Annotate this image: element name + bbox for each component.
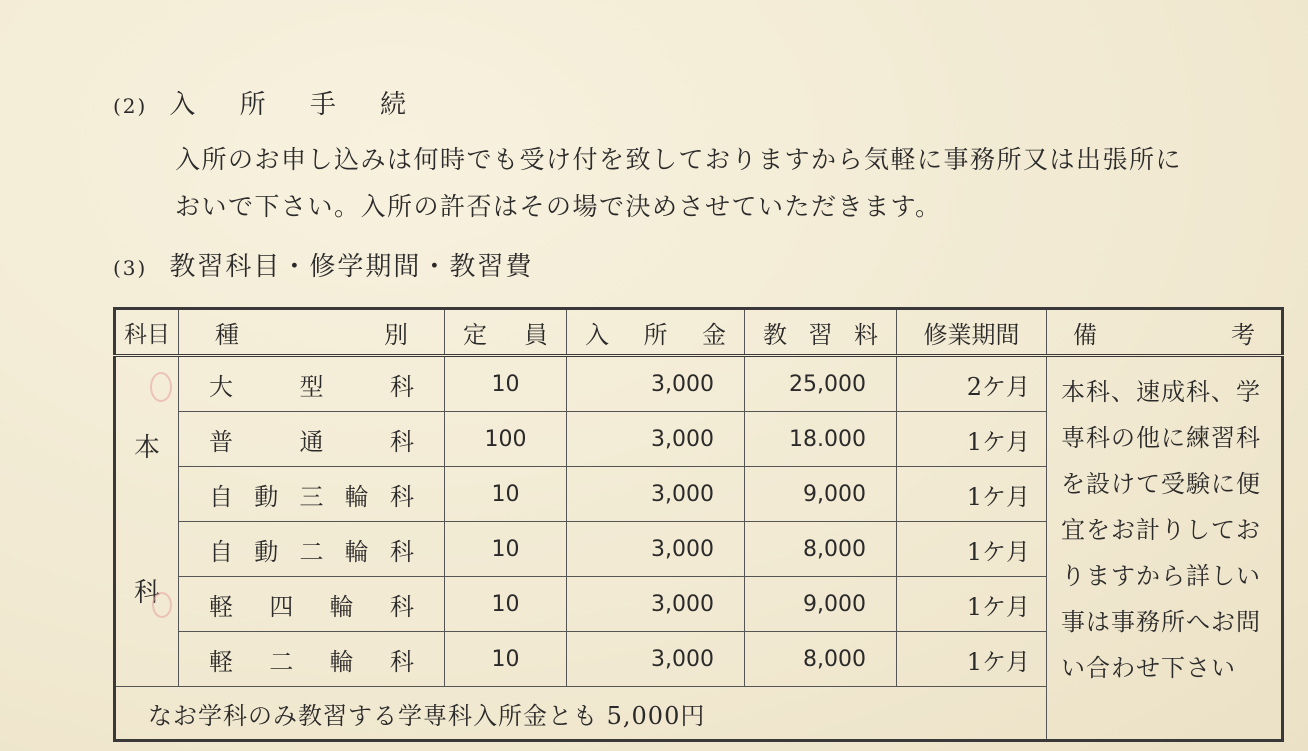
header-tuition: 教習料 [745,309,897,356]
section-2-number: (2) [113,94,148,118]
section-3-number: (3) [113,256,148,280]
row-period: 1ケ月 [897,412,1047,467]
row-tuition: 18.000 [745,412,897,467]
row-period: 1ケ月 [897,632,1047,687]
section-2-paragraph-line-1: 入所のお申し込みは何時でも受け付を致しておりますから気軽に事務所又は出張所に [175,145,1183,174]
row-type: 軽四輪科 [179,577,445,632]
row-entry-fee: 3,000 [567,356,745,412]
row-entry-fee: 3,000 [567,522,745,577]
header-type: 種別 [179,309,445,356]
header-capacity: 定員 [445,309,567,356]
row-capacity: 10 [445,577,567,632]
faint-red-mark [152,592,172,618]
table-row [115,356,1283,412]
row-entry-fee: 3,000 [567,412,745,467]
table-footnote: なお学科のみ教習する学専科入所金とも 5,000円 [115,687,1047,741]
row-capacity: 100 [445,412,567,467]
row-entry-fee: 3,000 [567,467,745,522]
table-header-row [115,309,1283,356]
row-period: 1ケ月 [897,467,1047,522]
header-remarks: 備考 [1047,309,1283,356]
header-subject: 科目 [115,309,179,356]
row-tuition: 8,000 [745,632,897,687]
section-3-heading [113,246,533,283]
remarks-cell: 本科、速成科、学専科の他に練習科を設けて受験に便宜をお計りしておりますから詳しい事は事務所へお問い合わせ下さい [1047,356,1283,741]
row-capacity: 10 [445,522,567,577]
row-tuition: 8,000 [745,522,897,577]
group-label-top: 本 [133,433,160,463]
row-entry-fee: 3,000 [567,577,745,632]
row-capacity: 10 [445,632,567,687]
group-label-bottom: 科 [133,578,160,608]
row-tuition: 9,000 [745,467,897,522]
row-tuition: 25,000 [745,356,897,412]
section-2-paragraph-line-2: おいで下さい。入所の許否はその場で決めさせていただきます。 [175,192,942,221]
section-3-title: 教習科目・修学期間・教習費 [169,252,534,282]
row-period: 1ケ月 [897,577,1047,632]
section-2-title: 入 所 手 続 [169,90,425,120]
row-type: 普通科 [179,412,445,467]
row-period: 2ケ月 [897,356,1047,412]
header-period: 修業期間 [897,309,1047,356]
faint-red-mark [150,372,172,402]
row-type: 自動二輪科 [179,522,445,577]
row-capacity: 10 [445,356,567,412]
fee-table [113,307,1284,742]
row-period: 1ケ月 [897,522,1047,577]
row-tuition: 9,000 [745,577,897,632]
subject-group-cell [115,356,179,687]
row-type: 大型科 [179,356,445,412]
row-type: 軽二輪科 [179,632,445,687]
section-2-heading [113,84,424,121]
row-entry-fee: 3,000 [567,632,745,687]
row-type: 自動三輪科 [179,467,445,522]
header-entry-fee: 入所金 [567,309,745,356]
row-capacity: 10 [445,467,567,522]
